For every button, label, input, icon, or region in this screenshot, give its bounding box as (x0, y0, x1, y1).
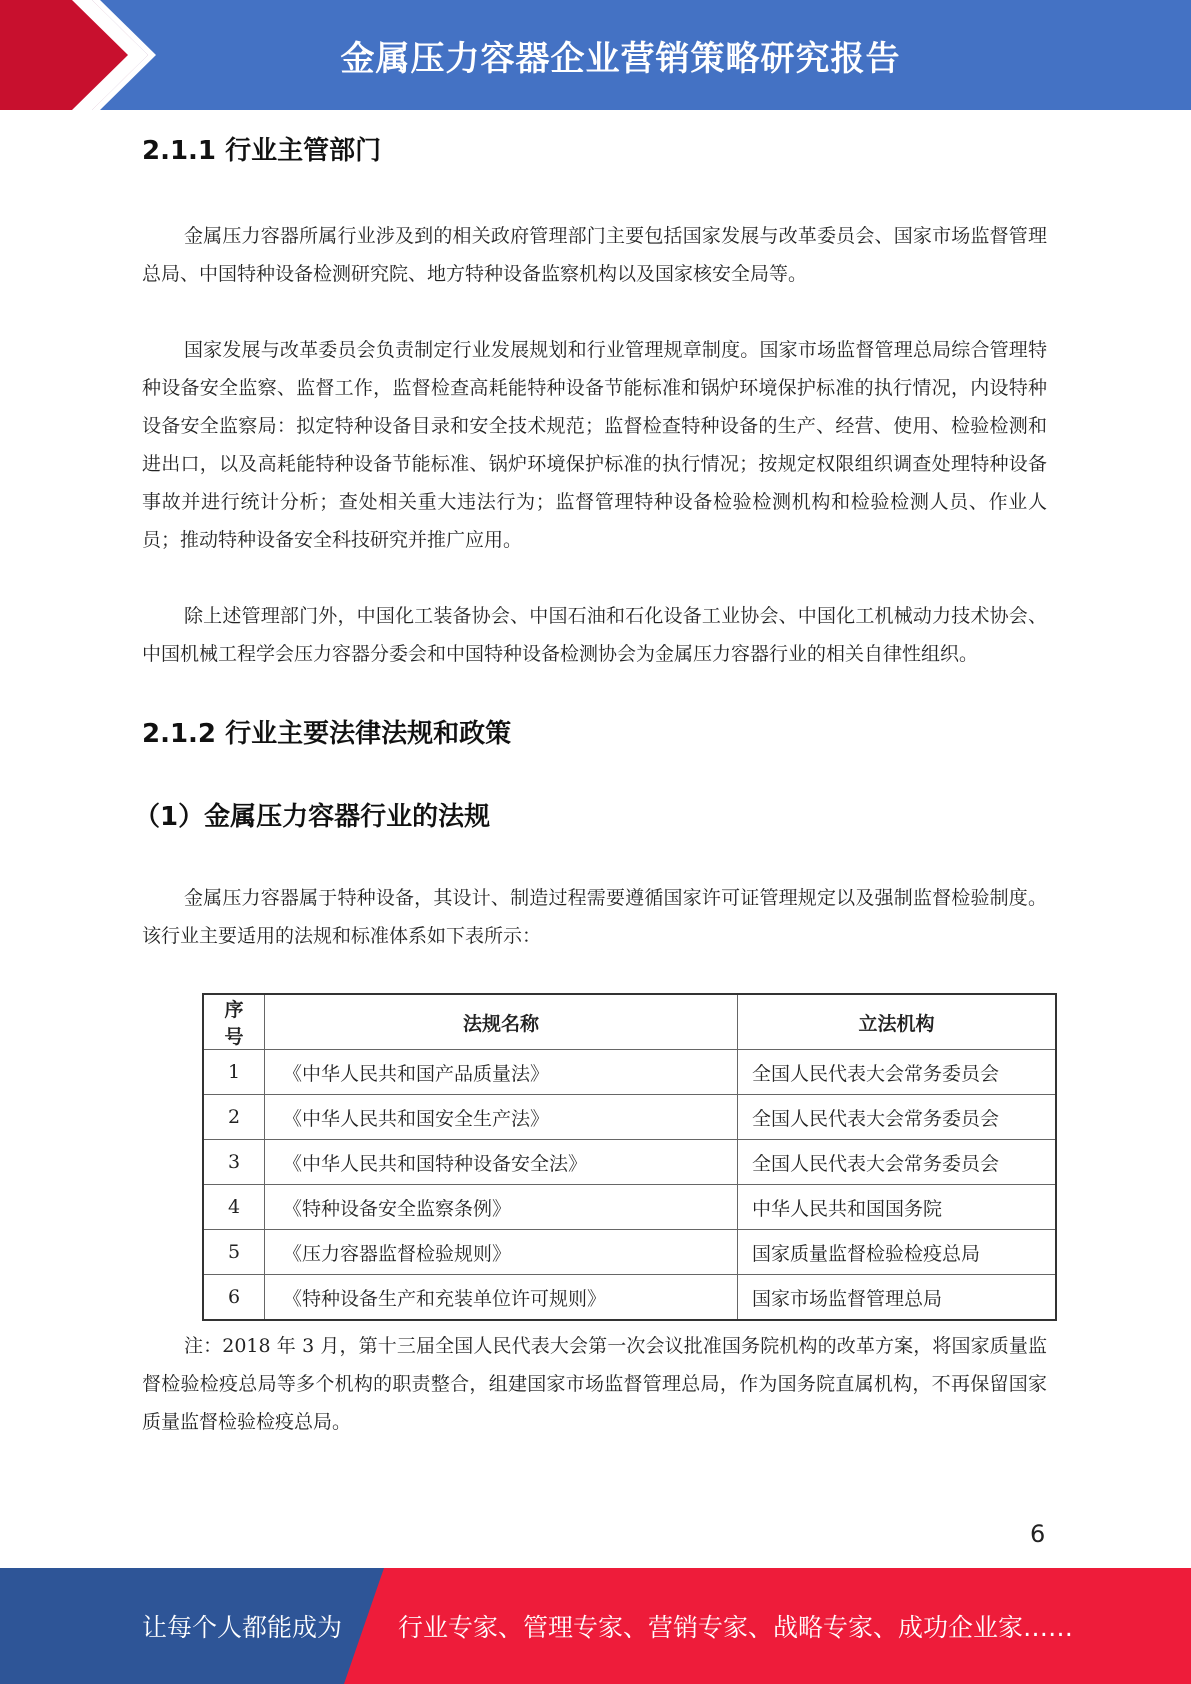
legislative-body: 全国人民代表大会常务委员会 (738, 1050, 1057, 1095)
footer-banner (0, 1568, 1191, 1684)
subsection-heading: （1）金属压力容器行业的法规 (134, 802, 491, 832)
paragraph: 除上述管理部门外，中国化工装备协会、中国石油和石化设备工业协会、中国化工机械动力技术协会、中国机械工程学会压力容器分委会和中国特种设备检测协会为金属压力容器行业的相关自律性组织。 (142, 605, 1047, 665)
row-number: 5 (203, 1230, 265, 1275)
footer-slogan-left: 让每个人都能成为 (142, 1613, 343, 1642)
row-number: 2 (203, 1095, 265, 1140)
legislative-body: 国家市场监督管理总局 (738, 1275, 1057, 1321)
table-row (203, 1050, 1056, 1095)
regulations-table (202, 993, 1057, 1321)
table-row (203, 1095, 1056, 1140)
section-heading-2-1-2: 2.1.2 行业主要法律法规和政策 (142, 719, 512, 749)
legislative-body: 全国人民代表大会常务委员会 (738, 1095, 1057, 1140)
table-row (203, 1230, 1056, 1275)
law-name: 《特种设备安全监察条例》 (265, 1185, 738, 1230)
paragraph: 金属压力容器所属行业涉及到的相关政府管理部门主要包括国家发展与改革委员会、国家市场监督管理总局、中国特种设备检测研究院、地方特种设备监察机构以及国家核安全局等。 (142, 225, 1047, 285)
report-title: 金属压力容器企业营销策略研究报告 (340, 38, 901, 79)
footer-slogan-right: 行业专家、管理专家、营销专家、战略专家、成功企业家…… (398, 1613, 1074, 1642)
legislative-body: 全国人民代表大会常务委员会 (738, 1140, 1057, 1185)
table-header-cell: 法规名称 (265, 994, 738, 1050)
law-name: 《压力容器监督检验规则》 (265, 1230, 738, 1275)
legislative-body: 中华人民共和国国务院 (738, 1185, 1057, 1230)
legislative-body: 国家质量监督检验检疫总局 (738, 1230, 1057, 1275)
law-name: 《中华人民共和国安全生产法》 (265, 1095, 738, 1140)
section-heading-2-1-1: 2.1.1 行业主管部门 (142, 136, 382, 166)
law-name: 《中华人民共和国产品质量法》 (265, 1050, 738, 1095)
page-content (134, 120, 1047, 1441)
table-row (203, 1185, 1056, 1230)
table-row (203, 1140, 1056, 1185)
paragraph: 金属压力容器属于特种设备，其设计、制造过程需要遵循国家许可证管理规定以及强制监督检验制度。该行业主要适用的法规和标准体系如下表所示： (142, 887, 1047, 947)
page-number: 6 (1030, 1520, 1046, 1548)
row-number: 4 (203, 1185, 265, 1230)
table-header-cell: 立法机构 (738, 994, 1057, 1050)
paragraph: 国家发展与改革委员会负责制定行业发展规划和行业管理规章制度。国家市场监督管理总局综合管理特种设备安全监察、监督工作，监督检查高耗能特种设备节能标准和锅炉环境保护标准的执行情况，内设特种设备安全监察局：拟定特种设备目录和安全技术规范；监督检查特种设备的生产、经营、使用、检验检测和进出口，以及高耗能特种设备节能标准、锅炉环境保护标准的执行情况；按规定权限组织调查处理特种设备事故并进行统计分析；查处相关重大违法行为；监督管理特种设备检验检测机构和检验检测人员、作业人员；推动特种设备安全科技研究并推广应用。 (142, 339, 1047, 551)
row-number: 6 (203, 1275, 265, 1321)
table-header-row (203, 994, 1056, 1050)
row-number: 1 (203, 1050, 265, 1095)
table-header-cell: 序号 (203, 994, 265, 1050)
law-name: 《中华人民共和国特种设备安全法》 (265, 1140, 738, 1185)
header-banner (0, 0, 1191, 110)
law-name: 《特种设备生产和充装单位许可规则》 (265, 1275, 738, 1321)
row-number: 3 (203, 1140, 265, 1185)
table-note: 注：2018 年 3 月，第十三届全国人民代表大会第一次会议批准国务院机构的改革方案，将国家质量监督检验检疫总局等多个机构的职责整合，组建国家市场监督管理总局，作为国务院直属机构，不再保留国家质量监督检验检疫总局。 (142, 1335, 1047, 1433)
table-row (203, 1275, 1056, 1321)
